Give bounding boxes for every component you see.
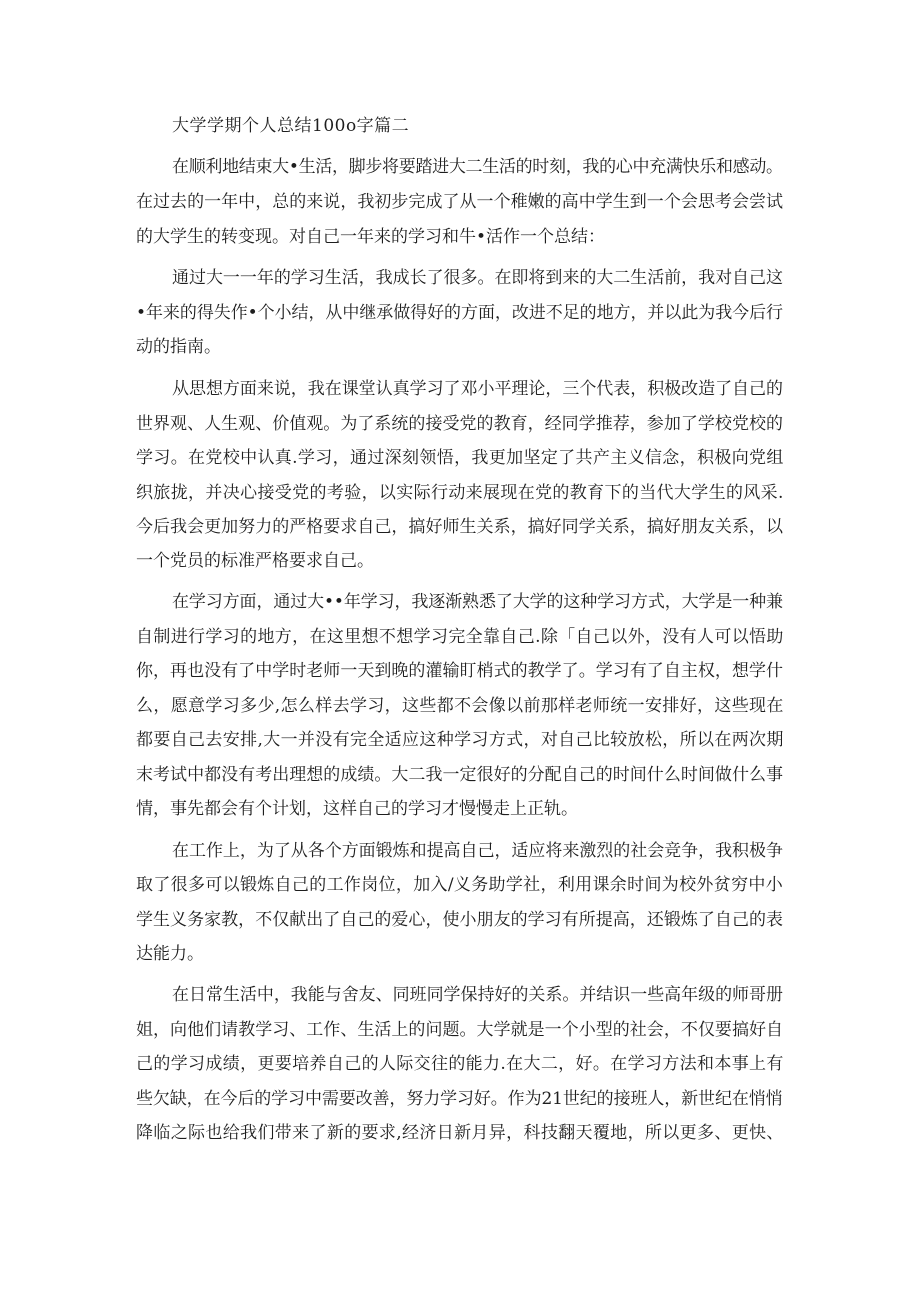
paragraph-1-line-1: 在顺利地结束大•生活，脚步将要踏进大二生活的时刻，我的心中充满快乐和感动。 xyxy=(172,157,783,177)
paragraph-2-line-2: •年来的得失作•个小结，从中继承做得好的方面，改进不足的地方，并以此为我今后行 xyxy=(136,303,784,323)
paragraph-6-line-4: 些欠缺，在今后的学习中需要改善，努力学习好。作为21世纪的接班人，新世纪在悄悄 xyxy=(136,1089,783,1109)
paragraph-4-line-7: 情，事先都会有个计划，这样自己的学习才慢慢走上正轨。 xyxy=(136,799,578,819)
paragraph-5-line-2: 取了很多可以锻炼自己的工作岗位，加入/义务助学社，利用课余时间为校外贫穷中小 xyxy=(136,875,784,895)
paragraph-4-line-4: 么，愿意学习多少,怎么样去学习，这些都不会像以前那样老师统一安排好，这些现在 xyxy=(136,696,784,716)
document-title: 大学学期个人总结100o字篇二 xyxy=(172,116,410,136)
paragraph-5-line-4: 达能力。 xyxy=(136,944,204,964)
paragraph-4-line-5: 都要自己去安排,大一并没有完全适应这种学习方式，对自己比较放松，所以在两次期 xyxy=(136,730,784,750)
paragraph-3-line-4: 织旅拢，并决心接受党的考验，以实际行动来展现在党的教育下的当代大学生的风采. xyxy=(136,483,784,503)
paragraph-3-line-1: 从思想方面来说，我在课堂认真学习了邓小平理论，三个代表，积极改造了自己的 xyxy=(172,379,783,399)
paragraph-3-line-6: 一个党员的标准严格要求自己。 xyxy=(136,551,374,571)
paragraph-4-line-2: 自制进行学习的地方，在这里想不想学习完全靠自己.除「自己以外，没有人可以悟助 xyxy=(136,627,784,647)
paragraph-4-line-1: 在学习方面，通过大••年学习，我逐渐熟悉了大学的这种学习方式，大学是一种兼 xyxy=(172,592,783,612)
paragraph-1-line-2: 在过去的一年中，总的来说，我初步完成了从一个稚嫩的高中学生到一个会思考会尝试 xyxy=(136,192,784,212)
paragraph-3-line-5: 今后我会更加努力的严格要求自己，搞好师生关系，搞好同学关系，搞好朋友关系，以 xyxy=(136,517,784,537)
paragraph-6-line-2: 姐，向他们请教学习、工作、生活上的问题。大学就是一个小型的社会，不仅要搞好自 xyxy=(136,1020,784,1040)
paragraph-2-line-3: 动的指南。 xyxy=(136,337,221,357)
paragraph-5-line-3: 学生义务家教，不仅献出了自己的爱心，使小朋友的学习有所提高，还锻炼了自己的表 xyxy=(136,910,784,930)
paragraph-2-line-1: 通过大一一年的学习生活，我成长了很多。在即将到来的大二生活前，我对自己这 xyxy=(172,268,783,288)
paragraph-5-line-1: 在工作上，为了从各个方面锻炼和提高自己，适应将来激烈的社会竞争，我积极争 xyxy=(172,841,783,861)
paragraph-3-line-3: 学习。在党校中认真.学习，通过深刻领悟，我更加坚定了共产主义信念，积极向党组 xyxy=(136,448,784,468)
paragraph-6-line-3: 己的学习成绩，更要培养自己的人际交往的能力.在大二，好。在学习方法和本事上有 xyxy=(136,1054,784,1074)
paragraph-4-line-3: 你，再也没有了中学时老师一天到晚的灌输盯梢式的教学了。学习有了自主权，想学什 xyxy=(136,661,784,681)
paragraph-6-line-5: 降临之际也给我们带来了新的要求,经济日新月异，科技翻天覆地，所以更多、更快、 xyxy=(136,1123,784,1143)
paragraph-1-line-3: 的大学生的转变现。对自己一年来的学习和牛•活作一个总结： xyxy=(136,227,606,247)
paragraph-3-line-2: 世界观、人生观、价值观。为了系统的接受党的教育，经同学推荐，参加了学校党校的 xyxy=(136,414,784,434)
paragraph-6-line-1: 在日常生活中，我能与舍友、同班同学保持好的关系。并结识一些高年级的师哥册 xyxy=(172,985,783,1005)
paragraph-4-line-6: 末考试中都没有考出理想的成绩。大二我一定很好的分配自己的时间什么时间做什么事 xyxy=(136,765,784,785)
